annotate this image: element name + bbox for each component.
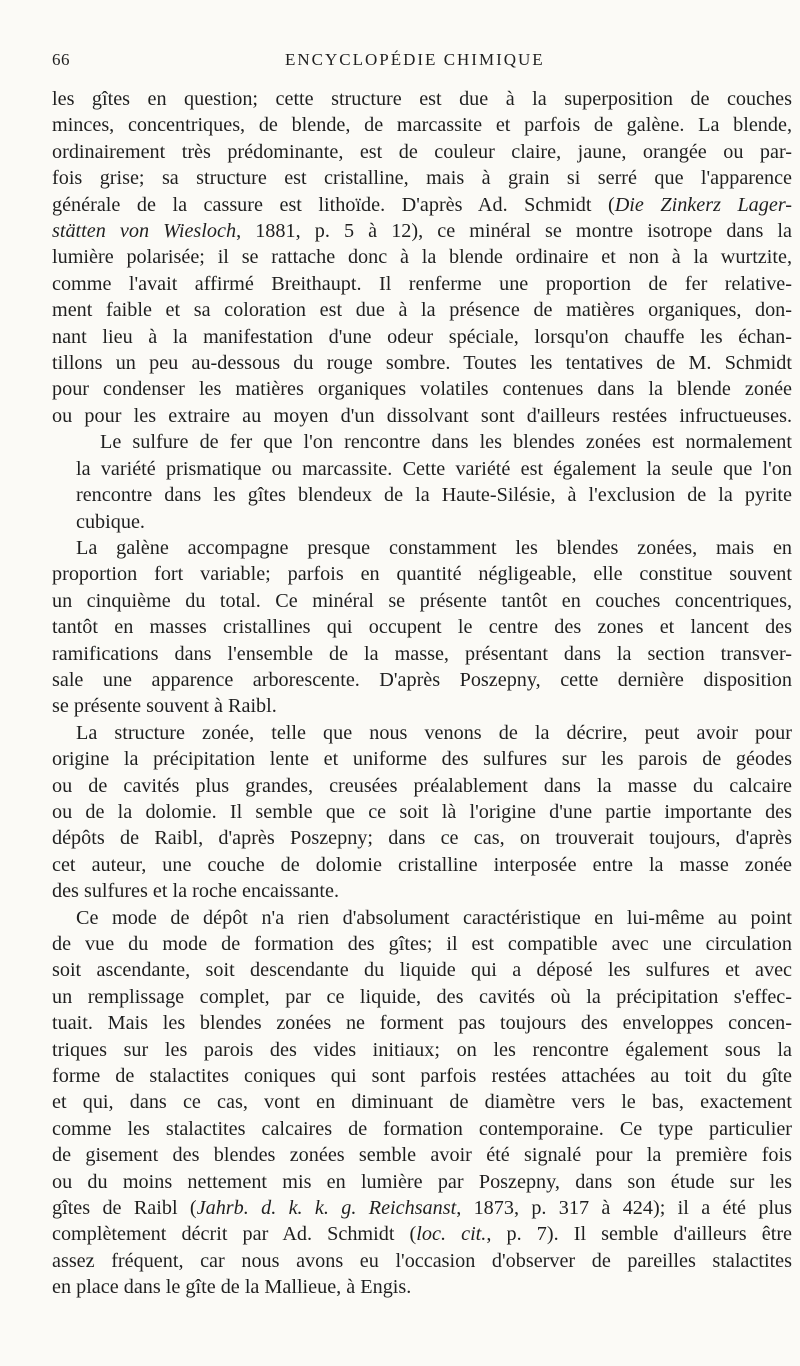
running-title: ENCYCLOPÉDIE CHIMIQUE xyxy=(285,50,545,69)
citation-title: Jahrb. d. k. k. g. Reichsanst xyxy=(196,1197,457,1220)
text-fragment: générale de la cassure est lithoïde. D'après Ad. Schmidt ( xyxy=(52,193,615,216)
text-line: tillons un peu au-dessous du rouge sombre. Toutes les tentatives de M. Schmidt xyxy=(52,352,792,375)
text-fragment: gîtes de Raibl ( xyxy=(52,1197,197,1220)
body-text xyxy=(52,86,792,1301)
text-fragment: , 1873, p. 317 à 424); il a été plus xyxy=(456,1197,793,1220)
paragraph-2 xyxy=(52,429,792,535)
citation-title: stätten von Wiesloch xyxy=(52,220,237,243)
text-line: Le sulfure de fer que l'on rencontre dans les blendes zonées est normalement xyxy=(100,431,792,454)
text-line: La galène accompagne presque constamment les blendes zonées, mais en xyxy=(76,536,792,559)
text-line: la variété prismatique ou marcassite. Cette variété est également la seule que l'on xyxy=(76,457,792,480)
page-number: 66 xyxy=(52,50,70,69)
text-line: triques sur les parois des vides initiaux; on les rencontre également sous la xyxy=(52,1038,792,1061)
text-line: tuait. Mais les blendes zonées ne forment pas toujours des enveloppes concen- xyxy=(52,1012,792,1035)
text-line xyxy=(52,218,792,244)
text-line xyxy=(52,1195,792,1221)
text-line: les gîtes en question; cette structure est due à la superposition de couches xyxy=(52,88,792,110)
text-line: se présente souvent à Raibl. xyxy=(52,695,277,718)
text-line: un remplissage complet, par ce liquide, des cavités où la précipitation s'effec- xyxy=(52,985,792,1008)
text-line: ou du moins nettement mis en lumière par Poszepny, dans son étude sur les xyxy=(52,1170,792,1193)
text-line: ramifications dans l'ensemble de la masse, présentant dans la section transver- xyxy=(52,642,792,665)
text-line: cubique. xyxy=(76,510,145,533)
text-line: ou de la dolomie. Il semble que ce soit là l'origine d'une partie importante des xyxy=(52,800,792,823)
text-line: comme les stalactites calcaires de formation contemporaine. Ce type particulier xyxy=(52,1117,792,1140)
text-line: cet auteur, une couche de dolomie cristalline interposée entre la masse zonée xyxy=(52,853,792,876)
text-line: pour condenser les matières organiques volatiles contenues dans la blende zonée xyxy=(52,378,792,401)
text-line: de gisement des blendes zonées semble avoir été signalé pour la première fois xyxy=(52,1144,792,1167)
text-line: lumière polarisée; il se rattache donc à la blende ordinaire et non à la wurtzite, xyxy=(52,246,792,269)
text-line: des sulfures et la roche encaissante. xyxy=(52,880,339,903)
text-line: de vue du mode de formation des gîtes; il est compatible avec une circulation xyxy=(52,933,792,955)
text-line: proportion fort variable; parfois en quantité négligeable, elle constitue souvent xyxy=(52,563,792,586)
citation-title: Die Zinkerz Lager- xyxy=(614,193,792,216)
text-line: sale une apparence arborescente. D'après Poszepny, cette dernière disposition xyxy=(52,668,792,691)
text-line: ou de cavités plus grandes, creusées préalablement dans la masse du calcaire xyxy=(52,774,792,797)
text-line: assez fréquent, car nous avons eu l'occasion d'observer de pareilles stalactites xyxy=(52,1249,792,1272)
text-fragment: complètement décrit par Ad. Schmidt ( xyxy=(52,1223,417,1246)
paragraph-3 xyxy=(52,535,792,720)
text-line: ment faible et sa coloration est due à la présence de matières organiques, don- xyxy=(52,299,792,322)
text-line: ou pour les extraire au moyen d'un dissolvant sont d'ailleurs restées infructueuses. xyxy=(52,404,792,427)
text-line: Ce mode de dépôt n'a rien d'absolument caractéristique en lui-même au point xyxy=(76,906,792,929)
text-line: forme de stalactites coniques qui sont parfois restées attachées au toit du gîte xyxy=(52,1065,792,1088)
text-line: La structure zonée, telle que nous venons de la décrire, peut avoir pour xyxy=(76,721,792,744)
text-line: en place dans le gîte de la Mallieue, à Engis. xyxy=(52,1276,412,1299)
page-header xyxy=(52,50,800,74)
text-line xyxy=(52,192,792,218)
text-line: et qui, dans ce cas, vont en diminuant de diamètre vers le bas, exactement xyxy=(52,1091,792,1114)
citation-ref: loc. cit. xyxy=(416,1223,487,1246)
text-line: nant lieu à la manifestation d'une odeur spéciale, lorsqu'on chauffe les échan- xyxy=(52,325,792,348)
paragraph-5 xyxy=(52,905,792,1301)
text-line: rencontre dans les gîtes blendeux de la Haute-Silésie, à l'exclusion de la pyrite xyxy=(76,484,792,507)
text-line: un cinquième du total. Ce minéral se présente tantôt en couches concentriques, xyxy=(52,589,792,612)
paragraph-4 xyxy=(52,720,792,905)
text-line: soit ascendante, soit descendante du liquide qui a déposé les sulfures et avec xyxy=(52,959,792,982)
text-line: ordinairement très prédominante, est de couleur claire, jaune, orangée ou par- xyxy=(52,140,792,163)
text-line: minces, concentriques, de blende, de marcassite et parfois de galène. La blende, xyxy=(52,114,792,137)
text-line: comme l'avait affirmé Breithaupt. Il renferme une proportion de fer relative- xyxy=(52,272,792,295)
paragraph-1 xyxy=(52,86,792,429)
text-fragment: , p. 7). Il semble d'ailleurs être xyxy=(486,1223,792,1246)
text-line: origine la précipitation lente et uniforme des sulfures sur les parois de géodes xyxy=(52,748,792,771)
text-fragment: , 1881, p. 5 à 12), ce minéral se montre isotrope dans la xyxy=(236,220,792,243)
text-line: fois grise; sa structure est cristalline, mais à grain si serré que l'apparence xyxy=(52,167,792,190)
text-line: tantôt en masses cristallines qui occupent le centre des zones et lancent des xyxy=(52,616,792,639)
text-line: dépôts de Raibl, d'après Poszepny; dans ce cas, on trouverait toujours, d'après xyxy=(52,827,792,850)
text-line xyxy=(52,1221,792,1247)
